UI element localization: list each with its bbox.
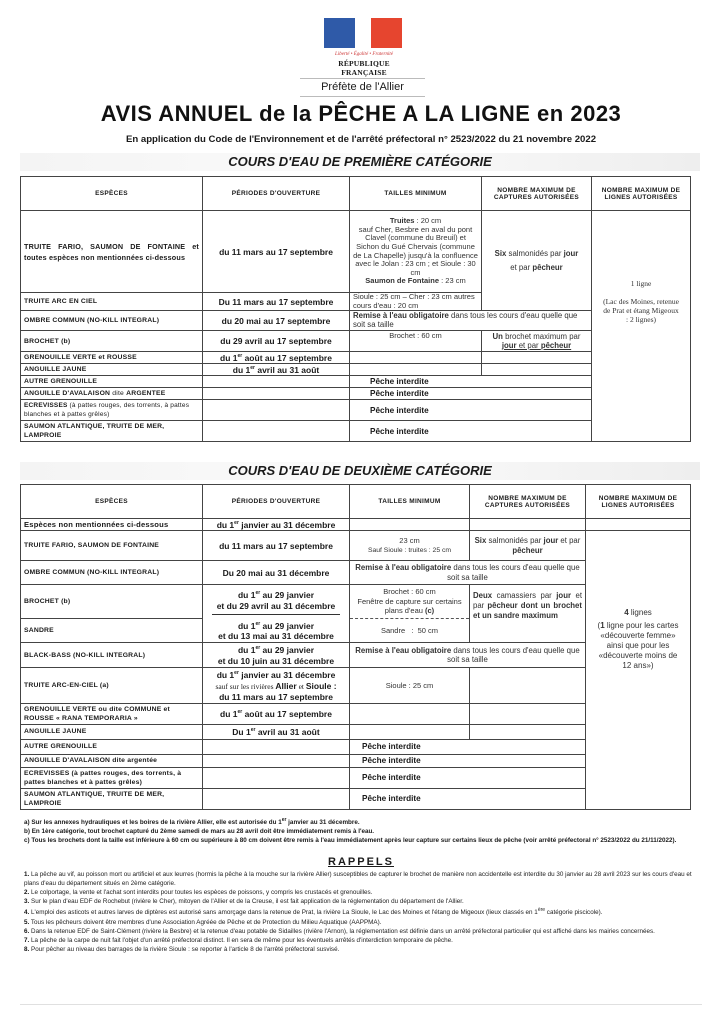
species-cell: SAUMON ATLANTIQUE, TRUITE DE MER, LAMPROIE (21, 788, 203, 809)
col-header: NOMBRE MAXIMUM DE LIGNES AUTORISÉES (586, 485, 691, 519)
rappel-text: La pêche au vif, au poisson mort ou artificiel et aux leurres (hormis la pêche à la mouche sur la rivière Allier) susceptibles de capturer le brochet de manière non accidentelle est interdite du 30 janvier au 28 avril 2023 sur les cours d'eau et plans d'eau du département situés en 2ème catégorie. (24, 871, 692, 888)
species-cell: GRENOUILLE VERTE et ROUSSE (21, 352, 203, 364)
rappel-text: Sur le plan d'eau EDF de Rochebut (rivière le Cher), mitoyen de l'Allier et de la Creuse, il est fait application de la réglementation du département de l'Allier. (29, 898, 464, 906)
rappel-text: Pour pêcher au niveau des barrages de la rivière Sioule : se reporter à l'article 8 de l'arrêté préfectoral susvisé. (29, 945, 340, 953)
footnote-c: c) Tous les brochets dont la taille est inférieure à 60 cm ou supérieure à 80 cm doivent être remis à l'eau immédiatement après leur capture sur certains lieux de pêche (voir arrêté préfectoral n° 2523/2022 du 21/11/2022). (24, 837, 677, 845)
empty-cell (470, 519, 586, 531)
rappel-number: 4. (24, 909, 30, 917)
captures-cell (470, 531, 586, 561)
release-text: dans tous les cours d'eau quelle que soit sa taille (353, 311, 578, 329)
species-cell: AUTRE GRENOUILLE (21, 739, 203, 754)
captures-text: et par (473, 591, 582, 610)
period-text: au 29 janvier (260, 590, 315, 601)
period-text: et du 13 mai au 31 décembre (218, 631, 334, 642)
period-text: août au 17 septembre (242, 708, 332, 719)
size-cell (350, 585, 470, 619)
period-text: et (296, 681, 306, 691)
rappel-text: La pêche de la carpe de nuit fait l'objet d'un arrêté préfectoral distinct. Il en sera de même pour les éventuels arrêtés d'interdiction temporaire de pêche. (29, 936, 453, 944)
captures-cell (482, 211, 592, 311)
table-row (21, 400, 691, 421)
captures-text: salmonidés par (506, 248, 564, 258)
table-row (21, 519, 691, 531)
lines-note-text: 1 (600, 621, 605, 631)
rappel-number: 7. (24, 936, 30, 944)
lines-note: (Lac des Moines, retenue de Prat et étang Migeoux : 2 lignes) (603, 296, 679, 324)
period-text: au 29 janvier (260, 620, 315, 631)
size-value: : 23 cm (439, 276, 466, 286)
ban-cell: Pêche interdite (350, 388, 592, 400)
period-cell (203, 643, 350, 668)
size-exceptions: sauf Cher, Besbre en aval du pont Clavel (commune du Breuil) et Sichon du Gué Chervais (commune de La Chapelle) jusqu'à la confluence avec le Jolan : 23 cm ; et Sioule : 30 cm (353, 224, 478, 277)
rappel-number: 1. (24, 871, 30, 878)
period-text: Allier (275, 680, 297, 691)
release-cell (350, 561, 586, 585)
captures-count: Un (492, 332, 503, 341)
table-row (21, 531, 691, 561)
rappels-list (24, 870, 700, 954)
col-header: NOMBRE MAXIMUM DE CAPTURES AUTORISÉES (470, 485, 586, 519)
period-text: du 1 (237, 645, 256, 656)
rappel-text: catégorie piscicole). (545, 909, 603, 917)
rappel-item (24, 918, 700, 927)
release-text: dans tous les cours d'eau quelle que soit sa taille (447, 563, 580, 582)
rappel-number: 3. (24, 898, 30, 906)
period-cell: du 11 mars au 17 septembre (203, 531, 350, 561)
lines-cell (586, 531, 691, 810)
period-text: janvier au 31 décembre (238, 669, 336, 680)
period-text: du 1 (216, 669, 235, 680)
period-sup: er (250, 727, 256, 734)
species-cell: TRUITE FARIO, SAUMON DE FONTAINE et toutes espèces non mentionnées ci-dessous (21, 211, 203, 293)
species-cell: GRENOUILLE VERTE ou dite COMMUNE et ROUSSE « RANA TEMPORARIA » (21, 703, 203, 724)
page-subtitle: En application du Code de l'Environnement et de l'arrêté préfectoral n° 2523/2022 du 21 novembre 2022 (125, 134, 597, 145)
lines-count (589, 608, 687, 617)
rappel-item (24, 936, 700, 945)
captures-text: jour (563, 248, 579, 258)
period-cell (203, 364, 350, 376)
empty-cell (586, 519, 691, 531)
motto: Liberté • Égalité • Fraternité (335, 52, 393, 57)
captures-text: jour (501, 341, 517, 350)
rappel-text: Le colportage, la vente et l'achat sont interdits pour toutes les espèces de poissons, y compris les crustacés et grenouilles. (29, 889, 373, 897)
rappel-item (24, 897, 700, 906)
period-text: du 1 (232, 364, 251, 375)
period-sup: er (255, 645, 261, 652)
release-label: Remise à l'eau obligatoire (353, 311, 449, 320)
species-cell: BLACK-BASS (NO-KILL INTEGRAL) (21, 643, 203, 668)
table-row (21, 211, 691, 293)
captures-text: brochet maximum par (502, 332, 581, 341)
period-cell: du 20 mai au 17 septembre (203, 311, 350, 331)
period-cell (203, 668, 350, 704)
size-cell: Sioule : 25 cm – Cher : 23 cm autres cours d'eau : 20 cm (350, 293, 482, 311)
prefecture-label: Préfète de l'Allier (300, 78, 425, 97)
rappel-text: Dans la retenue EDF de Saint-Clément (rivière la Besbre) et la retenue d'eau potable de Sidailles (rivière l'Arnon), la réglementation est définie dans un arrêté préfectoral particulier qui est affiché dans les mairies concernées. (29, 927, 655, 935)
marianne-flag-icon (324, 18, 402, 48)
empty-cell (350, 352, 482, 364)
rappel-number: 2. (24, 889, 30, 897)
empty-cell (203, 400, 350, 421)
table-row (21, 364, 691, 376)
ban-cell: Pêche interdite (350, 400, 592, 421)
period-sup: er (255, 590, 261, 597)
page-bottom-divider (20, 1004, 702, 1005)
period-cell (203, 585, 350, 619)
lines-text: lignes (628, 608, 652, 618)
species-cell: ANGUILLE JAUNE (21, 724, 203, 739)
period-text: du 11 mars au 17 septembre (219, 691, 333, 702)
size-label: Saumon de Fontaine (365, 276, 440, 286)
size-cell (350, 531, 470, 561)
period-cell (203, 703, 350, 724)
size-cell: Brochet : 60 cm (350, 331, 482, 352)
release-label: Remise à l'eau obligatoire (355, 645, 452, 655)
release-text: dans tous les cours d'eau quelle que soit sa taille (447, 645, 580, 665)
rappel-sup: ère (537, 907, 546, 914)
col-header: ESPÈCES (21, 485, 203, 519)
col-header: PÉRIODES D'OUVERTURE (203, 177, 350, 211)
footnote-text: a) Sur les annexes hydrauliques et les boires de la rivière Allier, elle est autorisée du 1 (24, 819, 282, 827)
lines-note-text: ligne pour les cartes «découverte femme» ainsi que pour les «découverte moins de 12 ans») (598, 621, 679, 671)
table-row (21, 331, 691, 352)
species-text: ARGENTEE (126, 390, 166, 397)
republique-francaise-logo (316, 14, 412, 76)
species-cell (21, 754, 203, 767)
table-row (21, 311, 691, 331)
col-header: ESPÈCES (21, 177, 203, 211)
species-text: ECREVISSES (24, 402, 68, 409)
empty-cell (350, 519, 470, 531)
lines-note-text: ( (597, 621, 601, 631)
captures-text: pêcheur (532, 262, 563, 272)
period-cell: Du 20 mai au 31 décembre (203, 561, 350, 585)
species-cell: ANGUILLE JAUNE (21, 364, 203, 376)
cat1-table (20, 176, 691, 442)
footnote-b: b) En 1ère catégorie, tout brochet capturé du 2ème samedi de mars au 28 avril doit être immédiatement remis à l'eau. (24, 828, 375, 836)
col-header: TAILLES MINIMUM (350, 485, 470, 519)
captures-count: Six (494, 248, 507, 258)
cat2-table (20, 484, 691, 810)
period-text: du 1 (220, 352, 238, 363)
cat1-heading: COURS D'EAU DE PREMIÈRE CATÉGORIE (20, 153, 700, 171)
empty-cell (470, 703, 586, 724)
period-sup: er (234, 670, 239, 677)
period-text: avril au 31 août (254, 364, 320, 375)
period-text: août au 17 septembre (242, 352, 332, 363)
empty-cell (470, 668, 586, 704)
table-row (21, 376, 691, 388)
period-text: Sioule : (305, 680, 337, 691)
species-text: ANGUILLE D'AVALAISON (24, 757, 111, 765)
period-cell (203, 519, 350, 531)
captures-text: pêcheur (540, 341, 572, 350)
period-text: du 1 (237, 590, 256, 601)
empty-cell (470, 724, 586, 739)
size-text: Fenêtre de capture sur certains plans d'eau (357, 596, 462, 616)
species-text: dite argentée (110, 757, 158, 765)
period-cell: Du 11 mars au 17 septembre (203, 293, 350, 311)
footnote-a (24, 816, 704, 827)
release-label: Remise à l'eau obligatoire (355, 563, 452, 572)
size-value: Brochet : 60 cm (383, 587, 436, 597)
captures-text: et par (558, 535, 581, 545)
period-text: sauf sur les rivières (215, 681, 276, 691)
size-label: Truites (389, 216, 415, 226)
empty-cell (482, 352, 592, 364)
period-text: Du 1 (232, 726, 251, 737)
empty-cell (203, 376, 350, 388)
period-cell: du 29 avril au 17 septembre (203, 331, 350, 352)
period-sup: er (255, 620, 261, 627)
divider (212, 614, 340, 615)
captures-count: Six (474, 535, 487, 545)
size-cell: Sandre : 50 cm (350, 619, 470, 643)
species-cell: BROCHET (b) (21, 331, 203, 352)
species-cell: AUTRE GRENOUILLE (21, 376, 203, 388)
species-text: ANGUILLE D'AVALAISON (24, 390, 111, 397)
rappel-item (24, 945, 700, 954)
species-text: (à pattes rouges, des torrents, à pattes blanches et à pattes grêles) (24, 769, 182, 786)
table-header-row (21, 485, 691, 519)
period-text: avril au 31 août (255, 726, 320, 737)
captures-text: salmonidés par (486, 535, 544, 545)
species-text: (à pattes rouges, des torrents, à pattes blanches et à pattes grêles) (24, 402, 190, 418)
col-header: PÉRIODES D'OUVERTURE (203, 485, 350, 519)
species-cell (21, 767, 203, 788)
empty-cell (203, 788, 350, 809)
species-cell: OMBRE COMMUN (NO-KILL INTEGRAL) (21, 561, 203, 585)
period-sup: er (237, 352, 243, 359)
empty-cell (203, 421, 350, 442)
empty-cell (350, 724, 470, 739)
size-note-ref: (c) (425, 606, 435, 616)
rappel-number: 6. (24, 927, 30, 935)
period-text: et du 29 avril au 31 décembre (216, 601, 336, 612)
species-cell: TRUITE ARC-EN-CIEL (a) (21, 668, 203, 704)
period-text: du 1 (220, 708, 238, 719)
size-cell (350, 211, 482, 293)
period-text: et du 10 juin au 31 décembre (217, 656, 335, 667)
captures-cell (482, 331, 592, 352)
empty-cell (203, 739, 350, 754)
size-exceptions: Sauf Sioule : truites : 25 cm (367, 546, 452, 554)
period-text: du 1 (216, 519, 235, 530)
species-cell: TRUITE FARIO, SAUMON DE FONTAINE (21, 531, 203, 561)
table-row (21, 388, 691, 400)
period-text: au 29 janvier (260, 645, 315, 656)
empty-cell (203, 754, 350, 767)
col-header: NOMBRE MAXIMUM DE CAPTURES AUTORISÉES (482, 177, 592, 211)
col-header: TAILLES MINIMUM (350, 177, 482, 211)
rappel-number: 8. (24, 945, 30, 953)
empty-cell (203, 767, 350, 788)
captures-text: jour (556, 591, 571, 600)
species-cell (21, 400, 203, 421)
empty-cell (203, 388, 350, 400)
empty-cell (482, 364, 592, 376)
page-title: AVIS ANNUEL de la PÊCHE A LA LIGNE en 2023 (100, 101, 622, 126)
species-cell: SANDRE (21, 619, 203, 643)
size-value: : 20 cm (414, 216, 442, 226)
rappels-title: RAPPELS (328, 856, 394, 868)
period-sup: er (237, 709, 243, 716)
rappel-item (24, 888, 700, 897)
ban-cell: Pêche interdite (350, 788, 586, 809)
ban-cell: Pêche interdite (350, 767, 586, 788)
lines-count: 1 ligne (630, 278, 652, 288)
release-cell (350, 311, 592, 331)
ban-cell: Pêche interdite (350, 376, 592, 388)
col-header: NOMBRE MAXIMUM DE LIGNES AUTORISÉES (592, 177, 691, 211)
lines-cell (592, 211, 691, 442)
period-cell: du 11 mars au 17 septembre (203, 211, 350, 293)
rappel-text: L'emploi des asticots et autres larves de diptères est autorisé sans amorçage dans la retenue de Prat, la rivière La Sioule, le Lac des Moines et l'étang de Migeoux (lieux classés en 1 (29, 909, 538, 917)
rappel-item (24, 927, 700, 936)
table-header-row (21, 177, 691, 211)
size-cell: Sioule : 25 cm (350, 668, 470, 704)
species-cell: OMBRE COMMUN (NO-KILL INTEGRAL) (21, 311, 203, 331)
rappel-item (24, 870, 700, 888)
cat2-heading: COURS D'EAU DE DEUXIÈME CATÉGORIE (20, 462, 700, 480)
table-row (21, 352, 691, 364)
species-cell: TRUITE ARC EN CIEL (21, 293, 203, 311)
period-cell (203, 352, 350, 364)
ban-cell: Pêche interdite (350, 754, 586, 767)
ban-cell: Pêche interdite (350, 421, 592, 442)
species-text: dite (110, 390, 127, 397)
size-value: 23 cm (399, 535, 420, 545)
period-cell (203, 724, 350, 739)
captures-text: et par (510, 262, 533, 272)
ban-cell: Pêche interdite (350, 739, 586, 754)
captures-text: et par (516, 341, 541, 350)
species-text: ECREVISSES (24, 769, 70, 777)
footnote-sup: er (281, 817, 287, 823)
release-cell (350, 643, 586, 668)
species-cell: BROCHET (b) (21, 585, 203, 619)
lines-note (589, 617, 687, 671)
species-cell: Espèces non mentionnées ci-dessous (21, 519, 203, 531)
period-sup: er (234, 519, 239, 526)
rappel-text: Tous les pêcheurs doivent être membres d'une Association Agréée de Pêche et de Protection du Milieu Aquatique (AAPPMA). (29, 918, 382, 926)
republic-name: RÉPUBLIQUE FRANÇAISE (338, 59, 390, 77)
footnotes (24, 816, 704, 845)
captures-text: jour (543, 535, 559, 545)
empty-cell (350, 364, 482, 376)
period-cell (203, 619, 350, 643)
captures-cell (470, 585, 586, 643)
captures-text: pêcheur dont un brochet et un sandre maximum (473, 601, 582, 620)
table-row (21, 421, 691, 442)
captures-text: pêcheur (512, 545, 543, 555)
footnote-text: janvier au 31 décembre. (286, 819, 360, 827)
captures-count: Deux (473, 591, 493, 600)
species-cell: SAUMON ATLANTIQUE, TRUITE DE MER, LAMPROIE (21, 421, 203, 442)
lines-number: 4 (624, 608, 629, 618)
rappel-number: 5. (24, 918, 30, 926)
period-sup: er (250, 364, 255, 371)
period-text: du 1 (237, 620, 256, 631)
period-text: janvier au 31 décembre (238, 519, 336, 530)
captures-text: camassiers par (492, 591, 557, 600)
rappel-item (24, 906, 700, 917)
empty-cell (350, 703, 470, 724)
species-cell (21, 388, 203, 400)
